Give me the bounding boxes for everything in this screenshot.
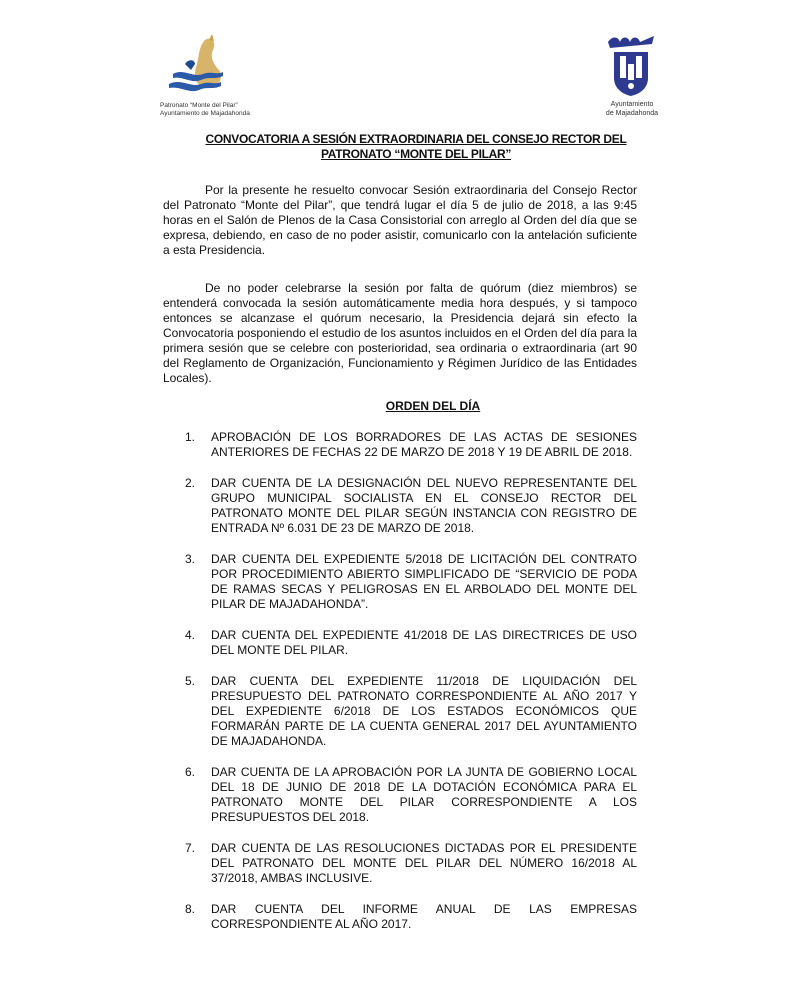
agenda-item-number: 7. xyxy=(185,841,196,855)
document-title-line1: CONVOCATORIA A SESIÓN EXTRAORDINARIA DEL CONSEJO RECTOR DEL xyxy=(205,132,627,146)
agenda-item xyxy=(185,430,637,460)
agenda-item-text: DAR CUENTA DEL EXPEDIENTE 11/2018 DE LIQUIDACIÓN DEL PRESUPUESTO DEL PATRONATO CORRESPONDIENTE AL AÑO 2017 Y DEL EXPEDIENTE 6/2018 DE LOS ESTADOS ECONÓMICOS QUE FORMARÁN PARTE DE LA CUENTA GENERAL 2017 DEL AYUNTAMIENTO DE MAJADAHONDA. xyxy=(211,674,637,748)
agenda-item-text: DAR CUENTA DE LAS RESOLUCIONES DICTADAS POR EL PRESIDENTE DEL PATRONATO DEL MONTE DEL PILAR DEL NÚMERO 16/2018 AL 37/2018, AMBAS INCLUSIVE. xyxy=(211,841,637,885)
agenda-item xyxy=(185,476,637,536)
agenda-item-text: DAR CUENTA DEL INFORME ANUAL DE LAS EMPRESAS CORRESPONDIENTE AL AÑO 2017. xyxy=(211,902,637,931)
agenda-item-text: DAR CUENTA DEL EXPEDIENTE 5/2018 DE LICITACIÓN DEL CONTRATO POR PROCEDIMIENTO ABIERTO SIMPLIFICADO DE “SERVICIO DE PODA DE RAMAS SECAS Y PELIGROSAS EN EL ARBOLADO DEL MONTE DEL PILAR DE MAJADAHONDA”. xyxy=(211,552,637,611)
patronato-logo-caption xyxy=(160,102,270,118)
agenda-item xyxy=(185,552,637,612)
agenda-item-text: DAR CUENTA DE LA APROBACIÓN POR LA JUNTA DE GOBIERNO LOCAL DEL 18 DE JUNIO DE 2018 DE LA DOTACIÓN ECONÓMICA PARA EL PATRONATO MONTE DEL PILAR CORRESPONDIENTE A LOS PRESUPUESTOS DEL 2018. xyxy=(211,765,637,824)
agenda-item-text: APROBACIÓN DE LOS BORRADORES DE LAS ACTAS DE SESIONES ANTERIORES DE FECHAS 22 DE MARZO DE 2018 Y 19 DE ABRIL DE 2018. xyxy=(211,430,637,459)
agenda-item-number: 6. xyxy=(185,765,196,779)
agenda-item xyxy=(185,765,637,825)
patronato-caption-line2: Ayuntamiento de Majadahonda xyxy=(160,110,250,117)
ayuntamiento-logo-caption xyxy=(592,100,672,118)
patronato-logo xyxy=(160,34,260,124)
ayuntamiento-crest-icon xyxy=(602,34,660,98)
paragraph-convocatoria: Por la presente he resuelto convocar Sesión extraordinaria del Consejo Rector del Patronato “Monte del Pilar”, que tendrá lugar el día 5 de julio de 2018, a las 9:45 horas en el Salón de Plenos de la Casa Consistorial con arreglo al Orden del día que se expresa, debiendo, en caso de no poder asistir, comunicarlo con la antelación suficiente a esta Presidencia. xyxy=(163,183,637,257)
agenda-item xyxy=(185,674,637,749)
agenda-item-text: DAR CUENTA DEL EXPEDIENTE 41/2018 DE LAS DIRECTRICES DE USO DEL MONTE DEL PILAR. xyxy=(211,628,637,657)
squirrel-logo-icon xyxy=(165,34,235,102)
agenda-item-number: 3. xyxy=(185,552,196,566)
ayuntamiento-caption-line2: de Majadahonda xyxy=(605,110,659,117)
paragraph-quorum: De no poder celebrarse la sesión por falta de quórum (diez miembros) se entenderá convocada la sesión automáticamente media hora después, y si tampoco entonces se alcanzase el quórum necesario, la Presidencia dejará sin efecto la Convocatoria posponiendo el estudio de los asuntos incluidos en el Orden del día para la primera sesión que se celebre con posterioridad, sea ordinaria o extraordinaria (art 90 del Reglamento de Organización, Funcionamiento y Régimen Jurídico de las Entidades Locales). xyxy=(163,281,637,385)
document-title-line2: PATRONATO “MONTE DEL PILAR” xyxy=(320,147,512,161)
agenda-item xyxy=(185,902,637,932)
agenda-list xyxy=(185,430,637,948)
patronato-caption-line1: Patronato “Monte del Pilar” xyxy=(160,102,238,109)
agenda-item-number: 2. xyxy=(185,476,196,490)
agenda-item-number: 5. xyxy=(185,674,196,688)
agenda-item-number: 4. xyxy=(185,628,196,642)
agenda-item-number: 1. xyxy=(185,430,196,444)
document-title xyxy=(160,132,672,162)
agenda-item xyxy=(185,628,637,658)
orden-del-dia-heading: ORDEN DEL DÍA xyxy=(385,399,481,413)
agenda-item-number: 8. xyxy=(185,902,196,916)
agenda-item-text: DAR CUENTA DE LA DESIGNACIÓN DEL NUEVO REPRESENTANTE DEL GRUPO MUNICIPAL SOCIALISTA EN EL CONSEJO RECTOR DEL PATRONATO MONTE DEL PILAR SEGÚN INSTANCIA CON REGISTRO DE ENTRADA Nº 6.031 DE 23 DE MARZO DE 2018. xyxy=(211,476,637,535)
ayuntamiento-caption-line1: Ayuntamiento xyxy=(610,101,654,108)
agenda-item xyxy=(185,841,637,886)
ayuntamiento-logo xyxy=(592,34,672,124)
